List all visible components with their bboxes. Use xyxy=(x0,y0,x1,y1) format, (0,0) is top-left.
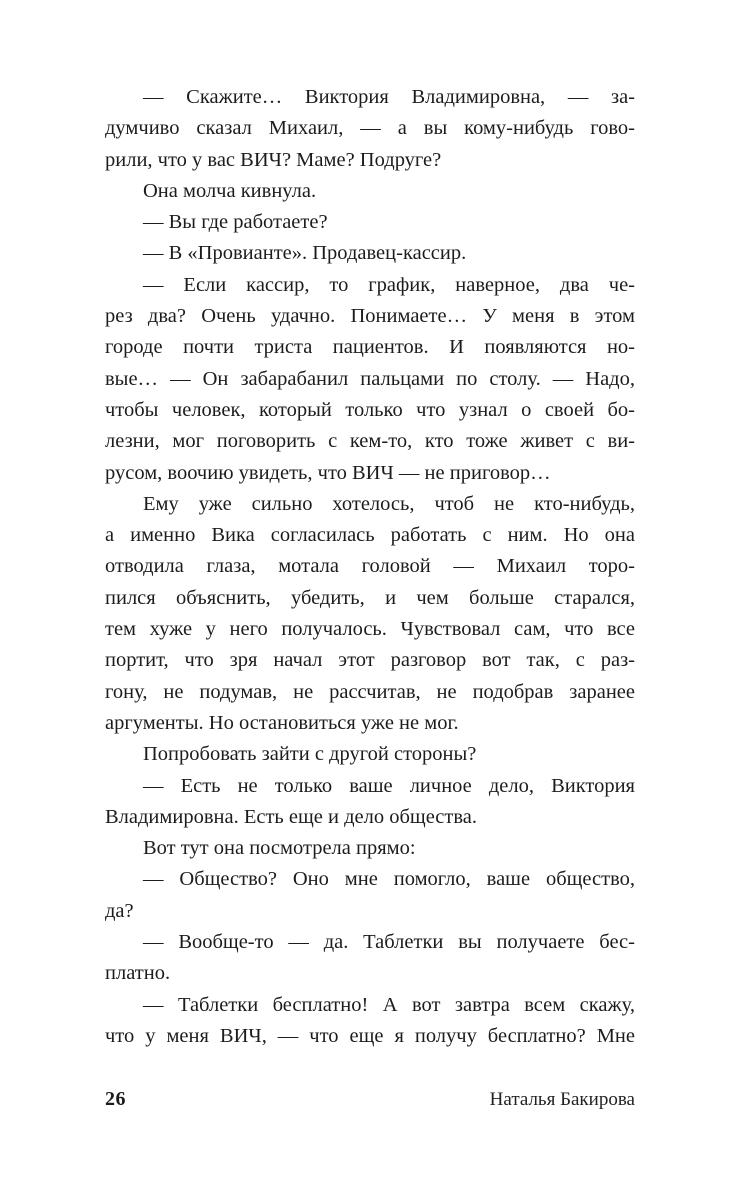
text-line: рез два? Очень удачно. Понимаете… У меня в этом xyxy=(105,305,635,328)
paragraph xyxy=(105,990,635,1053)
author-name: Наталья Бакирова xyxy=(489,1089,635,1110)
paragraph xyxy=(105,739,635,770)
text-line: портит, что зря начал этот разговор вот так, с раз- xyxy=(105,649,635,672)
text-line: Вот тут она посмотрела прямо: xyxy=(143,837,416,860)
paragraph xyxy=(105,833,635,864)
paragraph xyxy=(105,927,635,990)
text-line: платно. xyxy=(105,962,171,985)
text-line: городе почти триста пациентов. И появляются но- xyxy=(105,336,635,359)
text-line: рили, что у вас ВИЧ? Маме? Подруге? xyxy=(105,148,442,171)
text-line: думчиво сказал Михаил, — а вы кому-нибудь гово- xyxy=(105,117,635,140)
text-line: — В «Провианте». Продавец-кассир. xyxy=(143,242,467,265)
text-line: Владимировна. Есть еще и дело общества. xyxy=(105,805,478,828)
paragraph xyxy=(105,771,635,834)
text-line: русом, воочию увидеть, что ВИЧ — не приговор… xyxy=(105,461,551,484)
text-line: — Скажите… Виктория Владимировна, — за- xyxy=(143,86,635,108)
text-line: — Общество? Оно мне помогло, ваше общество, xyxy=(143,868,635,891)
text-line: тем хуже у него получалось. Чувствовал сам, что все xyxy=(105,618,635,641)
text-line: — Вообще-то — да. Таблетки вы получаете бес- xyxy=(143,931,635,954)
text-line: чтобы человек, который только что узнал о своей бо- xyxy=(105,398,635,421)
text-line: что у меня ВИЧ, — что еще я получу бесплатно? Мне xyxy=(105,1024,635,1047)
text-line: пился объяснить, убедить, и чем больше старался, xyxy=(105,586,635,609)
paragraph xyxy=(105,489,635,739)
page-text xyxy=(105,82,635,1052)
text-line: лезни, мог поговорить с кем-то, кто тоже живет с ви- xyxy=(105,430,635,453)
text-line: — Таблетки бесплатно! А вот завтра всем скажу, xyxy=(143,993,635,1016)
text-line: Она молча кивнула. xyxy=(143,179,317,202)
text-line: — Есть не только ваше личное дело, Виктория xyxy=(143,774,635,797)
paragraph xyxy=(105,207,635,238)
paragraph xyxy=(105,176,635,207)
text-line: вые… — Он забарабанил пальцами по столу. — Надо, xyxy=(105,367,635,390)
paragraph xyxy=(105,238,635,269)
page-footer xyxy=(105,1088,635,1111)
text-line: гону, не подумав, не рассчитав, не подобрав заранее xyxy=(105,680,635,703)
text-line: отводила глаза, мотала головой — Михаил торо- xyxy=(105,555,635,578)
text-line: а именно Вика согласилась работать с ним. Но она xyxy=(105,524,635,547)
paragraph xyxy=(105,864,635,927)
text-line: аргументы. Но остановиться уже не мог. xyxy=(105,711,459,734)
paragraph xyxy=(105,270,635,489)
text-line: Попробовать зайти с другой стороны? xyxy=(143,743,477,766)
text-line: Ему уже сильно хотелось, чтоб не кто-нибудь, xyxy=(143,492,635,515)
text-line: да? xyxy=(105,899,134,922)
paragraph xyxy=(105,82,635,176)
text-line: — Если кассир, то график, наверное, два че- xyxy=(143,273,635,296)
page-number: 26 xyxy=(105,1088,126,1110)
text-line: — Вы где работаете? xyxy=(143,211,328,234)
